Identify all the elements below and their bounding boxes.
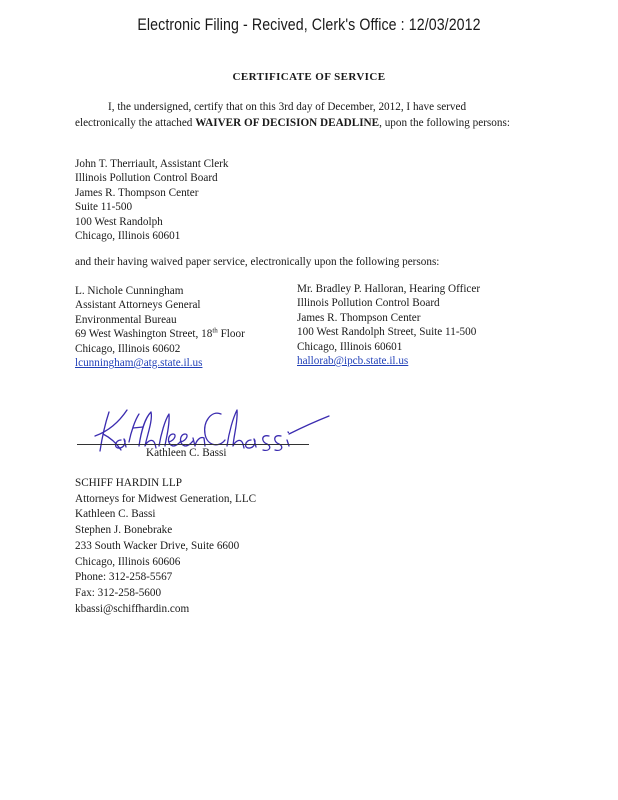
firm-line: Chicago, Illinois 60606 bbox=[75, 555, 181, 568]
firm-line: Stephen J. Bonebrake bbox=[75, 524, 173, 537]
signer-name: Kathleen C. Bassi bbox=[146, 447, 227, 459]
intro-text-start: I, the undersigned, certify that on this 3rd day of December, 2012, I have served electronically the attached bbox=[75, 101, 467, 129]
signature-block bbox=[75, 398, 335, 468]
recipient-line: John T. Therriault, Assistant Clerk bbox=[75, 158, 229, 170]
intro-text-end: , upon the following persons: bbox=[379, 116, 510, 129]
recipient-line: Chicago, Illinois 60601 bbox=[75, 230, 181, 243]
recipient-line: Suite 11-500 bbox=[75, 201, 133, 214]
firm-line: Attorneys for Midwest Generation, LLC bbox=[75, 492, 257, 505]
right-party-address bbox=[297, 282, 480, 368]
left-party-city: Chicago, Illinois 60602 bbox=[75, 342, 181, 355]
left-party-email-link[interactable]: lcunningham@atg.state.il.us bbox=[75, 357, 203, 370]
firm-line: 233 South Wacker Drive, Suite 6600 bbox=[75, 539, 240, 552]
recipient-line: James R. Thompson Center bbox=[75, 186, 199, 199]
right-party-email-link[interactable]: hallorab@ipcb.state.il.us bbox=[297, 355, 409, 368]
recipient-line: Illinois Pollution Control Board bbox=[75, 172, 218, 185]
intro-paragraph bbox=[75, 100, 515, 131]
recipient-line: 100 West Randolph bbox=[75, 215, 163, 228]
certificate-title: CERTIFICATE OF SERVICE bbox=[232, 71, 386, 83]
firm-line: Kathleen C. Bassi bbox=[75, 508, 156, 521]
left-party-street: 69 West Washington Street, 18th Floor bbox=[75, 326, 245, 341]
waived-service-line: and their having waived paper service, electronically upon the following persons: bbox=[75, 256, 440, 268]
right-party-line: Mr. Bradley P. Halloran, Hearing Officer bbox=[297, 283, 481, 295]
recipient-address-block bbox=[75, 157, 229, 243]
left-party-name: L. Nichole Cunningham bbox=[75, 285, 184, 297]
right-party-line: James R. Thompson Center bbox=[297, 311, 421, 324]
intro-document-name: WAIVER OF DECISION DEADLINE bbox=[195, 116, 380, 129]
signature-line bbox=[77, 444, 309, 445]
filing-stamp: Electronic Filing - Recived, Clerk's Office : 12/03/2012 bbox=[137, 16, 481, 34]
firm-email: kbassi@schiffhardin.com bbox=[75, 602, 190, 615]
firm-phone: Phone: 312-258-5567 bbox=[75, 571, 173, 584]
firm-name: SCHIFF HARDIN LLP bbox=[75, 477, 182, 489]
firm-fax: Fax: 312-258-5600 bbox=[75, 586, 162, 599]
right-party-line: Illinois Pollution Control Board bbox=[297, 297, 440, 310]
left-party-title: Assistant Attorneys General bbox=[75, 299, 201, 312]
left-party-dept: Environmental Bureau bbox=[75, 313, 177, 326]
firm-address-block bbox=[75, 476, 256, 617]
waived-service-text bbox=[75, 255, 439, 269]
right-party-line: 100 West Randolph Street, Suite 11-500 bbox=[297, 326, 477, 339]
right-party-line: Chicago, Illinois 60601 bbox=[297, 340, 403, 353]
left-party-address bbox=[75, 284, 245, 370]
